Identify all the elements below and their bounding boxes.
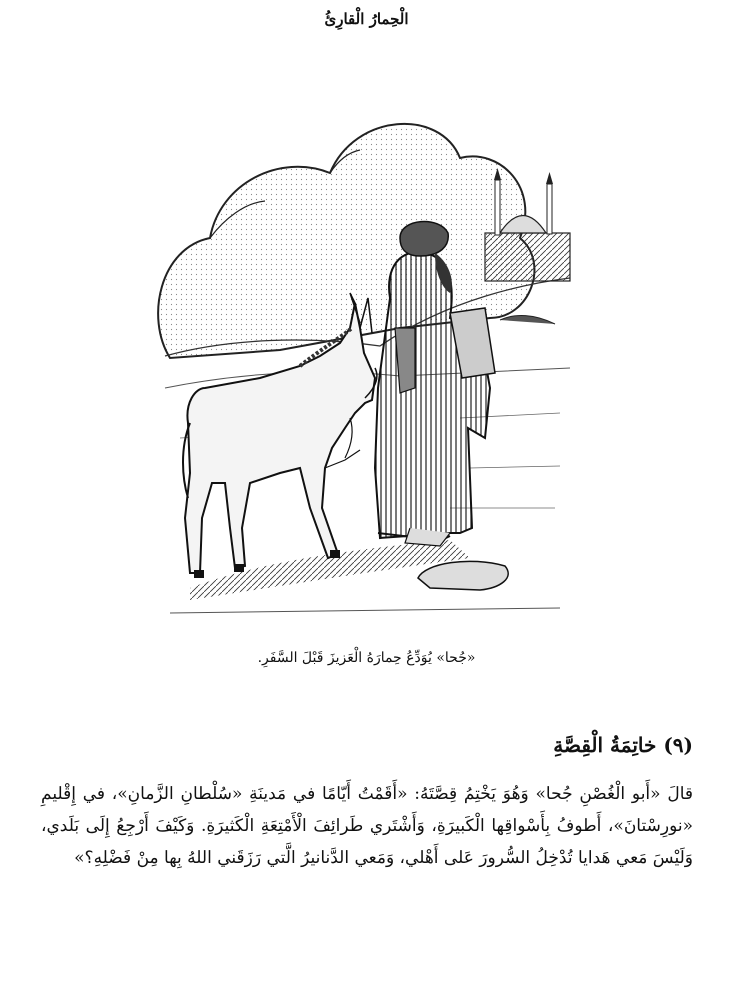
illustration-juha-and-donkey	[150, 88, 580, 628]
distant-mosque	[485, 168, 570, 281]
illustration-caption: «جُحا» يُوَدِّعُ حِمارَهُ الْعَزيزَ قَبْلَ السَّفَرِ.	[257, 650, 476, 666]
running-header: الْحِمارُ الْقارِئُ	[324, 10, 409, 28]
story-paragraph: قالَ «أَبو الْغُصْنِ جُحا» وَهُوَ يَخْتِمُ قِصَّتَهُ: «أَقَمْتُ أَيّامًا في مَدينَةِ «سُلْطانِ الزَّمانِ»، في إِقْليمِ «نورِسْتانَ»، أَطوفُ بِأَسْواقِها الْكَبيرَةِ، وَأَشْتَري طَرائِفَ الْأَمْتِعَةِ الْكَثيرَةِ. وَكَيْفَ أَرْجِعُ إِلَى بَلَدي، وَلَيْسَ مَعي هَدايا تُدْخِلُ السُّرورَ عَلى أَهْلي، وَمَعي الدَّنانيرُ الَّتي رَزَقَني اللهُ بِها مِنْ فَضْلِهِ؟»	[41, 784, 693, 868]
rock-shape	[418, 561, 508, 590]
section-title: (٩) خاتِمَةُ الْقِصَّةِ	[553, 733, 693, 757]
